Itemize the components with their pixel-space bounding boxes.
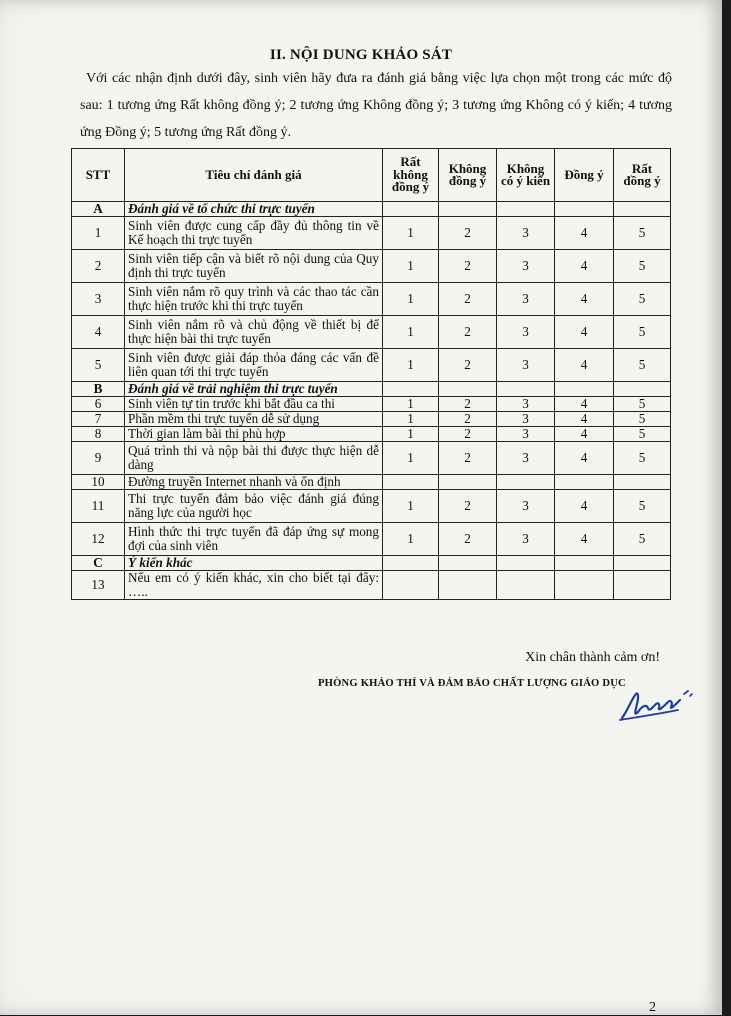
rating-option-4[interactable]: 4 xyxy=(555,523,614,556)
rating-option-5[interactable]: 5 xyxy=(614,349,671,382)
table-row xyxy=(72,475,671,490)
rating-option-5[interactable]: 5 xyxy=(614,316,671,349)
intro-paragraph xyxy=(80,65,672,146)
rating-option-3 xyxy=(497,571,555,600)
row-number: 8 xyxy=(72,427,125,442)
rating-option-3[interactable]: 3 xyxy=(497,412,555,427)
rating-option-5[interactable]: 5 xyxy=(614,217,671,250)
row-number: 3 xyxy=(72,283,125,316)
rating-option-4[interactable]: 4 xyxy=(555,442,614,475)
row-number: 2 xyxy=(72,250,125,283)
section-title: II. NỘI DUNG KHẢO SÁT xyxy=(269,47,453,63)
rating-option-3[interactable]: 3 xyxy=(497,349,555,382)
rating-option-4[interactable]: 4 xyxy=(555,412,614,427)
rating-option-1 xyxy=(383,556,439,571)
rating-option-2[interactable]: 2 xyxy=(439,283,497,316)
section-title-cell: Đánh giá về trải nghiệm thi trực tuyến xyxy=(125,382,383,397)
header-strongly-disagree: Rất không đồng ý xyxy=(383,149,439,202)
rating-option-4[interactable]: 4 xyxy=(555,397,614,412)
criterion-text: Sinh viên tự tin trước khi bắt đầu ca thi xyxy=(125,397,383,412)
rating-option-4 xyxy=(555,382,614,397)
rating-option-1 xyxy=(383,475,439,490)
table-row xyxy=(72,442,671,475)
rating-option-4[interactable]: 4 xyxy=(555,349,614,382)
table-header-row xyxy=(72,149,671,202)
rating-option-1[interactable]: 1 xyxy=(383,442,439,475)
rating-option-3[interactable]: 3 xyxy=(497,523,555,556)
row-number: 1 xyxy=(72,217,125,250)
survey-table xyxy=(71,148,671,600)
criterion-text: Sinh viên tiếp cận và biết rõ nội dung của Quy định thi trực tuyến xyxy=(125,250,383,283)
thanks-text: Xin chân thành cảm ơn! xyxy=(525,650,660,665)
table-row xyxy=(72,571,671,600)
header-agree: Đồng ý xyxy=(555,149,614,202)
rating-option-4[interactable]: 4 xyxy=(555,283,614,316)
rating-option-2 xyxy=(439,475,497,490)
rating-option-3[interactable]: 3 xyxy=(497,250,555,283)
rating-option-2[interactable]: 2 xyxy=(439,316,497,349)
rating-option-4[interactable]: 4 xyxy=(555,490,614,523)
signature-icon xyxy=(618,684,698,724)
rating-option-2[interactable]: 2 xyxy=(439,523,497,556)
rating-option-1[interactable]: 1 xyxy=(383,250,439,283)
row-number: 6 xyxy=(72,397,125,412)
rating-option-5[interactable]: 5 xyxy=(614,250,671,283)
row-number: 4 xyxy=(72,316,125,349)
criterion-text: Sinh viên được giải đáp thỏa đáng các vấn đề liên quan tới thi trực tuyến xyxy=(125,349,383,382)
rating-option-5[interactable]: 5 xyxy=(614,490,671,523)
rating-option-3 xyxy=(497,556,555,571)
row-number: 5 xyxy=(72,349,125,382)
criterion-text: Nếu em có ý kiến khác, xin cho biết tại đây: ….. xyxy=(125,571,383,600)
rating-option-4[interactable]: 4 xyxy=(555,427,614,442)
rating-option-4 xyxy=(555,571,614,600)
rating-option-3[interactable]: 3 xyxy=(497,217,555,250)
survey-table-body xyxy=(72,202,671,600)
rating-option-5 xyxy=(614,571,671,600)
rating-option-5 xyxy=(614,382,671,397)
table-row xyxy=(72,397,671,412)
rating-option-4[interactable]: 4 xyxy=(555,250,614,283)
criterion-text: Sinh viên nắm rõ và chủ động về thiết bị để thực hiện bài thi trực tuyến xyxy=(125,316,383,349)
table-row xyxy=(72,217,671,250)
row-number: 11 xyxy=(72,490,125,523)
table-row xyxy=(72,316,671,349)
rating-option-4[interactable]: 4 xyxy=(555,316,614,349)
criterion-text: Đường truyền Internet nhanh và ổn định xyxy=(125,475,383,490)
rating-option-2[interactable]: 2 xyxy=(439,427,497,442)
rating-option-3[interactable]: 3 xyxy=(497,490,555,523)
table-row xyxy=(72,412,671,427)
section-row xyxy=(72,556,671,571)
rating-option-1[interactable]: 1 xyxy=(383,397,439,412)
rating-option-1 xyxy=(383,202,439,217)
criterion-text: Thời gian làm bài thi phù hợp xyxy=(125,427,383,442)
rating-option-2 xyxy=(439,556,497,571)
header-stt: STT xyxy=(72,149,125,202)
row-number: B xyxy=(72,382,125,397)
rating-option-5[interactable]: 5 xyxy=(614,397,671,412)
rating-option-2 xyxy=(439,382,497,397)
rating-option-3[interactable]: 3 xyxy=(497,283,555,316)
rating-option-4 xyxy=(555,202,614,217)
rating-option-5[interactable]: 5 xyxy=(614,427,671,442)
rating-option-3[interactable]: 3 xyxy=(497,397,555,412)
rating-option-2[interactable]: 2 xyxy=(439,349,497,382)
criterion-text: Hình thức thi trực tuyến đã đáp ứng sự mong đợi của sinh viên xyxy=(125,523,383,556)
rating-option-2 xyxy=(439,202,497,217)
rating-option-2[interactable]: 2 xyxy=(439,217,497,250)
rating-option-2[interactable]: 2 xyxy=(439,397,497,412)
rating-option-1[interactable]: 1 xyxy=(383,523,439,556)
rating-option-1 xyxy=(383,571,439,600)
rating-option-3[interactable]: 3 xyxy=(497,316,555,349)
page-number: 2 xyxy=(649,1000,656,1015)
row-number: 7 xyxy=(72,412,125,427)
criterion-text: Sinh viên được cung cấp đầy đủ thông tin về Kế hoạch thi trực tuyến xyxy=(125,217,383,250)
table-row xyxy=(72,250,671,283)
rating-option-2[interactable]: 2 xyxy=(439,442,497,475)
rating-option-1 xyxy=(383,382,439,397)
rating-option-2 xyxy=(439,571,497,600)
rating-option-3 xyxy=(497,202,555,217)
header-disagree: Không đồng ý xyxy=(439,149,497,202)
section-title-cell: Đánh giá về tổ chức thi trực tuyến xyxy=(125,202,383,217)
row-number: 9 xyxy=(72,442,125,475)
rating-option-2[interactable]: 2 xyxy=(439,490,497,523)
rating-option-3[interactable]: 3 xyxy=(497,427,555,442)
rating-option-5[interactable]: 5 xyxy=(614,442,671,475)
rating-option-2[interactable]: 2 xyxy=(439,250,497,283)
office-name: PHÒNG KHẢO THÍ VÀ ĐẢM BẢO CHẤT LƯỢNG GIÁO DỤC xyxy=(318,678,626,689)
table-row xyxy=(72,490,671,523)
rating-option-1[interactable]: 1 xyxy=(383,490,439,523)
section-row xyxy=(72,202,671,217)
rating-option-4 xyxy=(555,475,614,490)
rating-option-1[interactable]: 1 xyxy=(383,283,439,316)
criterion-text: Phần mềm thi trực tuyến dễ sử dụng xyxy=(125,412,383,427)
section-title-cell: Ý kiến khác xyxy=(125,556,383,571)
rating-option-5[interactable]: 5 xyxy=(614,283,671,316)
header-strongly-agree: Rất đồng ý xyxy=(614,149,671,202)
row-number: 12 xyxy=(72,523,125,556)
rating-option-5 xyxy=(614,475,671,490)
row-number: C xyxy=(72,556,125,571)
table-row xyxy=(72,349,671,382)
table-row xyxy=(72,283,671,316)
rating-option-1[interactable]: 1 xyxy=(383,349,439,382)
rating-option-3 xyxy=(497,475,555,490)
row-number: 13 xyxy=(72,571,125,600)
row-number: A xyxy=(72,202,125,217)
rating-option-5[interactable]: 5 xyxy=(614,523,671,556)
rating-option-5[interactable]: 5 xyxy=(614,412,671,427)
row-number: 10 xyxy=(72,475,125,490)
rating-option-5 xyxy=(614,202,671,217)
rating-option-3[interactable]: 3 xyxy=(497,442,555,475)
section-row xyxy=(72,382,671,397)
rating-option-4[interactable]: 4 xyxy=(555,217,614,250)
criterion-text: Sinh viên nắm rõ quy trình và các thao tác cần thực hiện trước khi thi trực tuyến xyxy=(125,283,383,316)
table-row xyxy=(72,427,671,442)
criterion-text: Thi trực tuyến đảm bảo việc đánh giá đúng năng lực của người học xyxy=(125,490,383,523)
intro-text: Với các nhận định dưới đây, sinh viên hãy đưa ra đánh giá bằng việc lựa chọn một trong các mức độ sau: 1 tương ứng Rất không đồng ý; 2 tương ứng Không đồng ý; 3 tương ứng Không có ý kiến; 4 tương ứng Đồng ý; 5 tương ứng Rất đồng ý. xyxy=(80,71,672,140)
rating-option-3 xyxy=(497,382,555,397)
header-no-opinion: Không có ý kiến xyxy=(497,149,555,202)
rating-option-5 xyxy=(614,556,671,571)
table-row xyxy=(72,523,671,556)
rating-option-2[interactable]: 2 xyxy=(439,412,497,427)
rating-option-1[interactable]: 1 xyxy=(383,427,439,442)
rating-option-1[interactable]: 1 xyxy=(383,412,439,427)
rating-option-1[interactable]: 1 xyxy=(383,217,439,250)
rating-option-1[interactable]: 1 xyxy=(383,316,439,349)
rating-option-4 xyxy=(555,556,614,571)
criterion-text: Quá trình thi và nộp bài thi được thực hiện dễ dàng xyxy=(125,442,383,475)
header-criteria: Tiêu chí đánh giá xyxy=(125,149,383,202)
